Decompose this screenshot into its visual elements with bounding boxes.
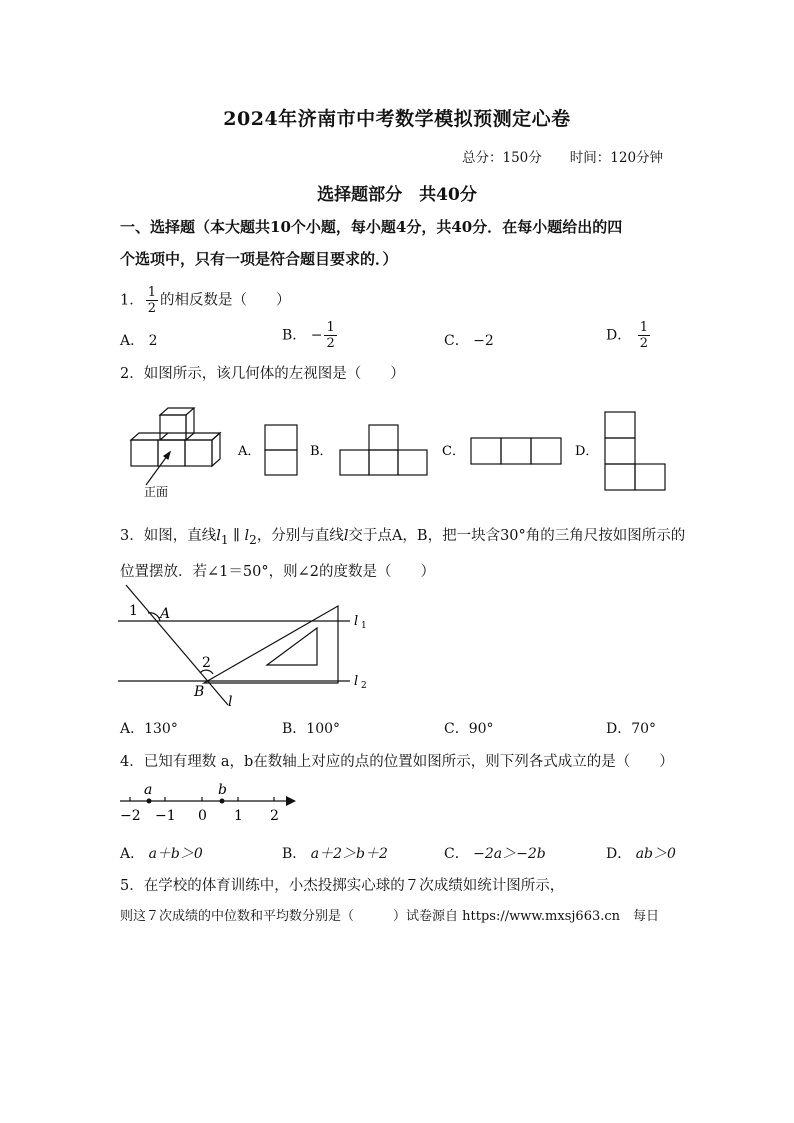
point-b (220, 799, 225, 804)
q2-option-b-figure (340, 425, 427, 475)
q2-figures (120, 400, 680, 505)
section-heading: 选择题部分 共40分 (317, 185, 477, 205)
q2-option-a-figure (265, 425, 297, 475)
q3-option-c: C．90° (444, 721, 494, 737)
q3-figure (118, 583, 378, 713)
tick-label: 1 (234, 808, 243, 824)
q3-option-b: B．100° (282, 721, 341, 737)
line-l (126, 585, 228, 705)
q4-option-a: A． a＋b＞0 (120, 846, 203, 862)
point-b-label: b (218, 782, 227, 798)
q1-fraction: $\frac{1}{2}$ (147, 285, 157, 316)
tick-label: 0 (198, 808, 207, 824)
page-title: 2024年济南市中考数学模拟预测定心卷 (223, 108, 571, 130)
q2-option-c: C． (442, 444, 465, 459)
point-a (147, 799, 152, 804)
question-5-line-1: 5．在学校的体育训练中，小杰投掷实心球的７次成绩如统计图所示， (120, 878, 565, 894)
point-a-label: A (160, 606, 171, 622)
triangle-ruler-inner (267, 628, 317, 665)
angle-1-label: 1 (129, 603, 138, 619)
line-l2-subscript: 2 (361, 681, 367, 691)
question-2-stem: 2．如图所示，该几何体的左视图是（ ） (120, 366, 405, 382)
q1-option-c: C． −2 (444, 333, 494, 349)
q3-option-d: D．70° (606, 721, 657, 737)
question-3-stem-2: 位置摆放．若∠1＝50°，则∠2的度数是（ ） (120, 564, 435, 580)
q2-solid-figure (131, 408, 220, 485)
instructions-line-1: 一、选择题（本大题共10个小题，每小题4分，共40分．在每小题给出的四 (120, 218, 623, 236)
question-4-stem: 4．已知有理数 a，b在数轴上对应的点的位置如图所示，则下列各式成立的是（ ） (120, 754, 674, 770)
q2-option-c-figure (471, 438, 561, 464)
question-3-stem-1: 3．如图，直线$l_1$ ∥ $l_2$，分别与直线l交于点A，B，把一块含30°角的三角尺按如图所示的 (120, 528, 686, 547)
q3-option-a: A．130° (120, 721, 178, 737)
angle-2-label: 2 (202, 655, 211, 671)
line-l2-label: l (354, 674, 359, 689)
line-l1-label: l (354, 614, 359, 629)
line-l1-subscript: 1 (361, 621, 367, 631)
q1-option-a: A． 2 (120, 333, 158, 349)
q4-option-c: C． −2a＞−2b (444, 846, 546, 862)
q4-option-b: B． a＋2＞b＋2 (282, 846, 388, 862)
q1-option-d: D． $\frac{1}{2}$ (606, 320, 648, 351)
exam-time: 时间：120分钟 (569, 150, 664, 166)
q4-number-line (118, 780, 308, 825)
tick-label: 2 (270, 808, 279, 824)
exam-meta (462, 146, 663, 166)
line-l-label: l (228, 694, 233, 710)
instructions-line-2: 个选项中，只有一项是符合题目要求的．） (120, 250, 398, 268)
q1-number: 1． (120, 292, 144, 309)
triangle-ruler (204, 606, 338, 683)
tick-label: −1 (155, 808, 176, 824)
point-a-label: a (144, 782, 153, 798)
q2-option-d-figure (605, 412, 665, 490)
axis-arrow (286, 796, 296, 806)
q4-option-d: D． ab＞0 (606, 846, 676, 862)
q2-front-label: 正面 (144, 485, 169, 499)
q1-stem: 的相反数是（ ） (160, 292, 291, 309)
angle-1-arc (148, 613, 160, 621)
point-b-label: B (194, 684, 205, 700)
q2-option-b: B． (310, 444, 333, 459)
total-score: 总分：150分 (462, 150, 542, 166)
tick-label: −2 (120, 808, 141, 824)
q2-option-d: D． (575, 444, 599, 459)
question-5-line-2: 则这７次成绩的中位数和平均数分别是（ ）试卷源自 https://www.mxsj663.cn 每日 (120, 909, 660, 924)
q2-option-a: A． (238, 444, 261, 459)
question-1 (120, 285, 291, 316)
q1-option-b: B． − $\frac{1}{2}$ (282, 320, 335, 351)
